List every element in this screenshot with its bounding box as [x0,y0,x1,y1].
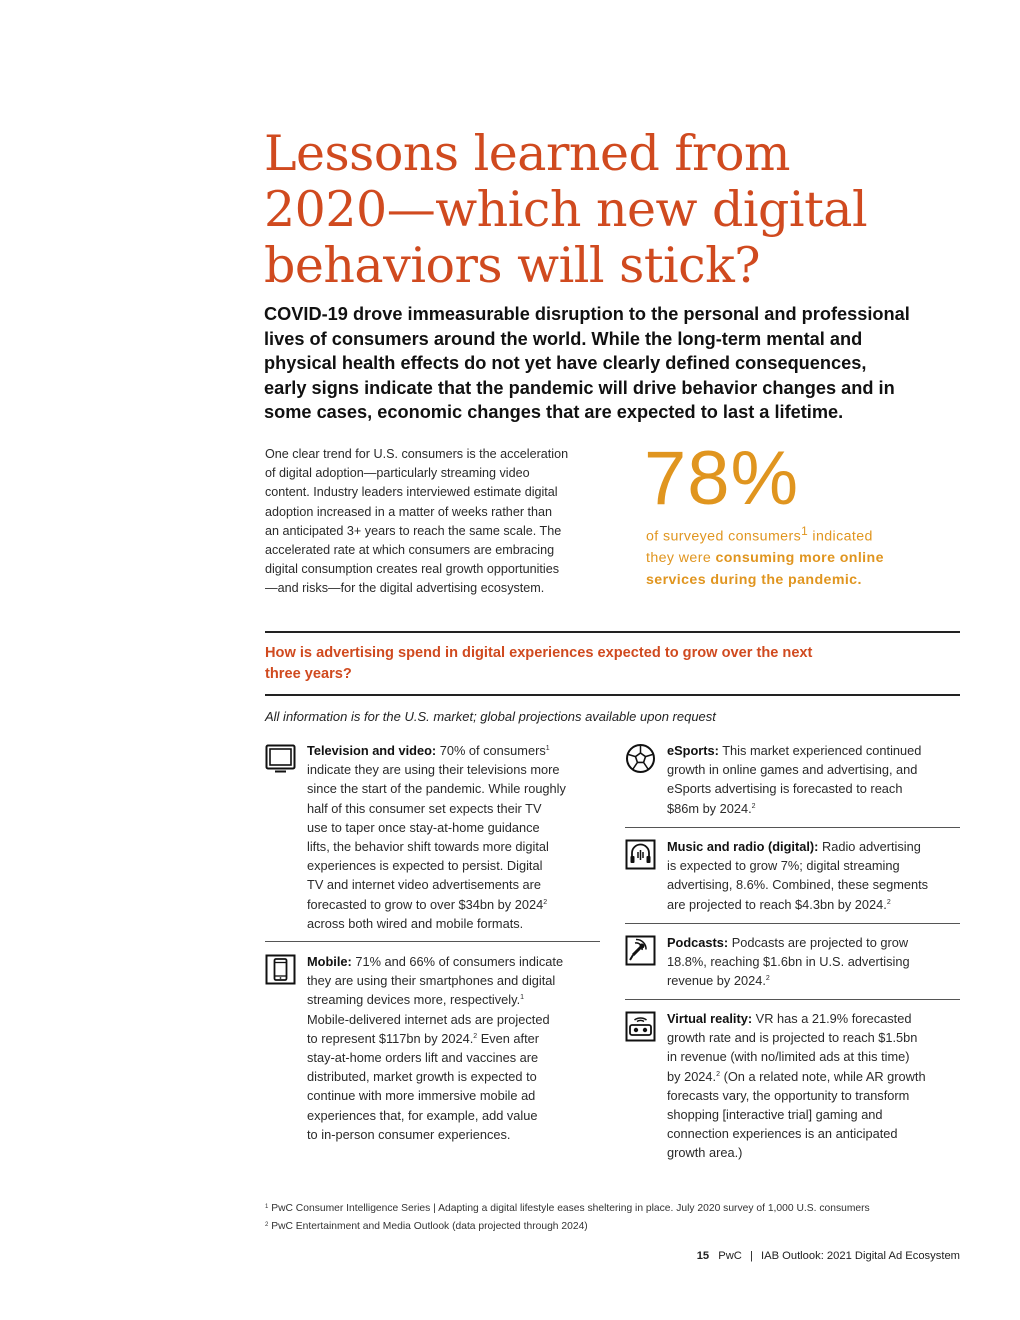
footnote-text: PwC Consumer Intelligence Series | Adapting a digital lifestyle eases sheltering in place. July 2020 survey of 1,000 U.S. consumers [268,1203,870,1214]
item-line [667,1067,926,1086]
item-divider [625,827,960,828]
item-line: experiences is expected to persist. Digital [307,858,543,874]
item-line [667,1009,926,1028]
soccer-ball-icon [625,743,656,774]
item-line: is expected to grow 7%; digital streaming [667,858,900,874]
item-copy: are projected to reach $4.3bn by 2024. [667,896,887,912]
item-divider [625,923,960,924]
item-line: shopping [interactive trial] gaming and [667,1107,883,1123]
lead-line: some cases, economic changes that are expected to last a lifetime. [264,402,844,422]
item-copy: $86m by 2024. [667,800,752,816]
stat-caption-line [646,570,966,592]
item-text [307,741,566,933]
title-line: behaviors will stick? [264,237,761,294]
intro-line: accelerated rate at which consumers are embracing [265,543,555,558]
item-line [307,952,563,971]
item-copy: This market experienced continued [718,743,922,758]
lead-line: early signs indicate that the pandemic will drive behavior changes and in [264,377,895,398]
intro-line: of digital adoption—particularly streaming video [265,466,530,481]
title-line: 2020—which new digital [264,181,868,238]
item-line: to in-person consumer experiences. [307,1126,511,1142]
lead-line: lives of consumers around the world. While the long-term mental and [264,328,863,349]
item-line [667,741,921,760]
item-line: 18.8%, reaching $1.6bn in U.S. advertising [667,954,910,970]
footnote-ref: 2 [751,802,756,810]
question-line: How is advertising spend in digital experiences expected to grow over the next [265,645,813,661]
item-label: Mobile: [307,954,352,969]
lead-line: COVID-19 drove immeasurable disruption to the personal and professional [264,304,910,324]
item-line [667,837,928,856]
item-line: advertising, 8.6%. Combined, these segments [667,877,929,893]
item-copy: to represent $117bn by 2024. [307,1030,474,1046]
item-line: they are using their smartphones and digital [307,973,556,989]
footnote-ref: 2 [716,1070,721,1078]
item-text [667,741,921,818]
intro-line: —and risks—for the digital advertising ecosystem. [265,581,545,596]
footnote-ref: 1 [801,524,809,538]
section-rule-bottom [265,694,960,696]
item-line [667,933,910,952]
item-text [667,837,928,914]
item-copy: Podcasts are projected to grow [728,935,909,950]
item-line: half of this consumer set expects their TV [307,800,542,816]
item-line: lifts, the behavior shift towards more digital [307,839,549,855]
vr-headset-icon [625,1011,656,1042]
item-line [307,895,566,914]
intro-line: digital consumption creates real growth opportunities [265,562,560,577]
item-line: connection experiences is an anticipated [667,1126,898,1142]
item-line: indicate they are using their televisions more [307,762,560,778]
item-label: eSports: [667,743,719,758]
item-line [307,741,566,760]
item-label: Television and video: [307,743,437,758]
item-line: forecasts vary, the opportunity to transform [667,1087,910,1103]
item-line: since the start of the pandemic. While roughly [307,781,566,797]
footer-separator: | [749,1250,753,1262]
footnotes [265,1199,870,1235]
item-line: growth in online games and advertising, and [667,762,918,778]
item-copy: streaming devices more, respectively. [307,992,521,1008]
stat-text: they were [646,550,716,567]
podcast-microphone-icon [625,935,656,966]
item-line: distributed, market growth is expected to [307,1069,537,1085]
footnote-ref: 1 [545,745,550,752]
market-note: All information is for the U.S. market; global projections available upon request [265,709,716,724]
intro-line: One clear trend for U.S. consumers is the acceleration [265,447,569,461]
headphones-icon [625,839,656,870]
item-line: continue with more immersive mobile ad [307,1088,536,1104]
footnote-2 [265,1217,870,1235]
page-number: 15 [696,1250,710,1262]
item-copy: forecasted to grow to over $34bn by 2024 [307,896,544,912]
footnote-ref: 2 [886,898,891,906]
item-line: experiences that, for example, add value [307,1107,538,1123]
item-line [307,990,563,1009]
item-line: TV and internet video advertisements are [307,877,542,893]
item-line: stay-at-home orders lift and vaccines are [307,1050,539,1066]
item-copy: (On a related note, while AR growth [720,1068,926,1084]
footnote-number: 2 [265,1222,269,1228]
footer-publication: IAB Outlook: 2021 Digital Ad Ecosystem [761,1250,960,1262]
item-line: eSports advertising is forecasted to reach [667,781,903,797]
footnote-ref: 2 [765,975,770,983]
item-line: across both wired and mobile formats. [307,915,524,931]
item-text [667,933,910,991]
stat-text: indicated [808,528,873,545]
lead-line: physical health effects do not yet have clearly defined consequences, [264,353,867,373]
stat-caption-line [646,521,966,548]
item-line [667,799,921,818]
item-divider [265,941,600,942]
item-label: Virtual reality: [667,1011,753,1026]
item-line [667,971,910,990]
stat-text: of surveyed consumers [646,528,802,545]
item-copy: VR has a 21.9% forecasted [752,1011,912,1026]
item-label: Podcasts: [667,935,729,950]
footnote-number: 1 [265,1204,269,1210]
footnote-text: PwC Entertainment and Media Outlook (data projected through 2024) [268,1221,588,1232]
page-title [264,126,964,294]
stat-value: 78% [644,436,800,521]
item-text [667,1009,926,1163]
item-line: in revenue (with no/limited ads at this time) [667,1049,910,1065]
section-rule-top [265,631,960,633]
page-footer [660,1248,960,1264]
smartphone-icon [265,954,296,985]
footnote-ref: 2 [543,898,548,906]
item-copy: revenue by 2024. [667,973,766,989]
item-copy: Even after [477,1030,540,1046]
stat-caption [646,521,966,591]
footnote-ref: 1 [520,994,525,1002]
footnote-ref: 2 [473,1032,478,1040]
item-line: use to taper once stay-at-home guidance [307,819,540,835]
footer-brand: PwC [718,1250,742,1262]
section-question [265,643,945,685]
item-divider [625,999,960,1000]
title-line: Lessons learned from [264,125,790,182]
stat-emphasis: consuming more online [715,550,884,567]
item-copy: by 2024. [667,1068,717,1084]
item-label: Music and radio (digital): [667,839,819,854]
item-line: growth rate and is projected to reach $1.5bn [667,1030,918,1046]
intro-paragraph [265,445,615,599]
intro-line: adoption increased in a matter of weeks rather than [265,504,553,519]
television-icon [265,743,296,774]
item-text [307,952,563,1144]
item-copy: 71% and 66% of consumers indicate [351,954,564,969]
lead-paragraph [264,302,964,425]
stat-caption-line [646,548,966,570]
intro-line: an anticipated 3+ years to reach the same scale. The [265,523,562,538]
stat-emphasis: services during the pandemic. [646,571,862,588]
item-copy: Radio advertising [818,839,921,854]
item-line [307,1029,563,1048]
item-line: Mobile-delivered internet ads are projected [307,1011,550,1027]
item-line [667,895,928,914]
question-line: three years? [265,666,352,682]
item-line: growth area.) [667,1145,743,1161]
intro-line: content. Industry leaders interviewed estimate digital [265,485,558,500]
footnote-1 [265,1199,870,1217]
item-copy: 70% of consumers [436,743,546,758]
